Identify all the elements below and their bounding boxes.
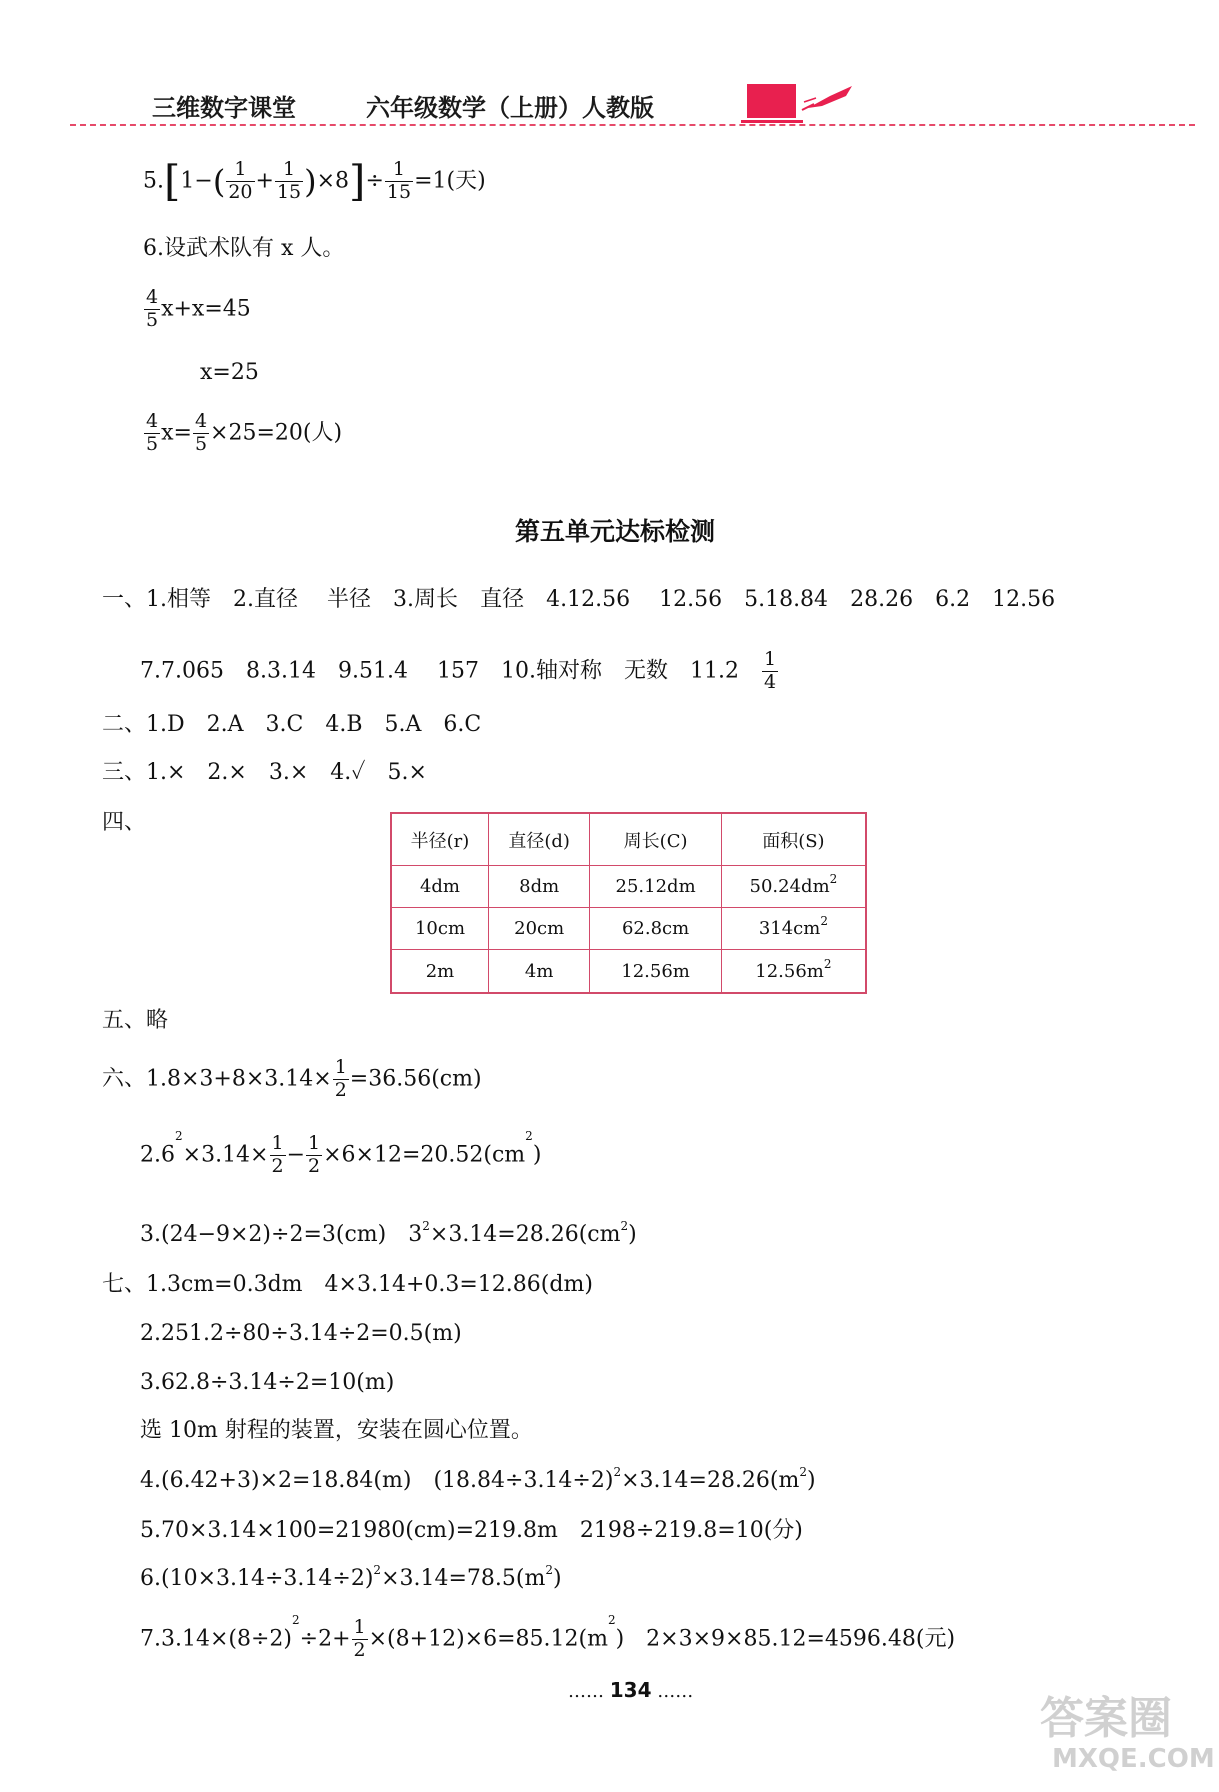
part7-q3: 3.62.8÷3.14÷2=10(m) xyxy=(140,1370,395,1395)
part6-q2: $2.6^2\times 3.14\times$ $\frac{1}{2}$ − $\frac{1}{2}$ $\times 6\times 12=20.52(cm^2)$ xyxy=(140,1129,542,1177)
part7-q6: $6.(10\times 3.14\div 3.14\div 2)^2\times 3.14=78.5(m^2)$ xyxy=(140,1563,562,1591)
table-cell: 12.56m xyxy=(590,950,721,993)
table-cell: 4m xyxy=(488,950,589,993)
header-book-title: 六年级数学（上册）人教版 xyxy=(366,94,654,122)
part7-q4: 4.(6.42+3)×2=18.84(m) $(18.84\div 3.14\div 2)^2\times 3.14=28.26(m^2)$ xyxy=(140,1465,816,1493)
table-header: 直径(d) xyxy=(488,813,589,866)
part7-q1: 七、1.3cm=0.3dm 4×3.14+0.3=12.86(dm) xyxy=(102,1272,593,1297)
part5-answer: 五、略 xyxy=(102,1008,169,1033)
table-header: 面积(S) xyxy=(721,813,866,866)
answer-6-eq2: x=25 xyxy=(200,360,259,385)
watermark-logo: 答案圈 xyxy=(1040,1693,1172,1744)
rocket-icon xyxy=(800,82,860,114)
part6-q1: 六、1.8×3+8×3.14× $\frac{1}{2}$ =36.56(cm) xyxy=(102,1056,482,1101)
table-cell: 62.8cm xyxy=(590,908,721,950)
answer-6-eq1: $\frac{4}{5}$ x+x=45 xyxy=(146,286,251,331)
part1-row1: 一、1.相等 2.直径 半径 3.周长 直径 4.12.56 12.56 5.18.84 28.26 6.2 12.56 xyxy=(102,587,1056,612)
header-book-base xyxy=(741,120,803,123)
circle-table xyxy=(390,812,867,994)
section-title: 第五单元达标检测 xyxy=(515,517,716,546)
table-row xyxy=(391,866,866,908)
table-cell: $314cm^2$ xyxy=(721,908,866,950)
answer-5-equation: 5.[1−( $\frac{1}{20}$ + $\frac{1}{15}$ )×8]÷ $\frac{1}{15}$ =1(天) xyxy=(143,156,486,206)
part1-row2: 7.7.065 8.3.14 9.51.4 157 10.轴对称 无数 11.2 $\frac{1}{4}$ xyxy=(140,648,777,693)
table-cell: 10cm xyxy=(391,908,488,950)
header-series: 三维数字课堂 xyxy=(152,94,296,122)
answer-6-title: 6.设武术队有 x 人。 xyxy=(143,236,345,261)
table-row xyxy=(391,950,866,993)
table-cell: 2m xyxy=(391,950,488,993)
header-book-icon xyxy=(747,84,796,118)
table-header: 周长(C) xyxy=(590,813,721,866)
table-cell: $50.24dm^2$ xyxy=(721,866,866,908)
watermark-url: MXQE.COM xyxy=(1052,1744,1215,1774)
table-header-row xyxy=(391,813,866,866)
header-divider xyxy=(70,124,1195,126)
part2-answers: 二、1.D 2.A 3.C 4.B 5.A 6.C xyxy=(102,712,482,737)
table-cell: 4dm xyxy=(391,866,488,908)
answer-6-eq3: $\frac{4}{5}$ x= $\frac{4}{5}$ ×25=20(人) xyxy=(146,410,343,455)
part6-q3: 3.(24−9×2)÷2=3(cm) $3^2\times 3.14=28.26(cm^2)$ xyxy=(140,1219,637,1247)
page-number-footer: …… 134 …… xyxy=(568,1678,694,1702)
table-cell: $12.56m^2$ xyxy=(721,950,866,993)
table-row xyxy=(391,908,866,950)
table-cell: 8dm xyxy=(488,866,589,908)
part7-q2: 2.251.2÷80÷3.14÷2=0.5(m) xyxy=(140,1321,462,1346)
part7-q5: 5.70×3.14×100=21980(cm)=219.8m 2198÷219.8=10(分) xyxy=(140,1518,803,1543)
part7-q7: $7.3.14\times(8\div 2)^2\div 2+$ $\frac{1}{2}$ $\times(8+12)\times 6=85.12(m^2)$ 2×3×9×85.12=4596.48(元) xyxy=(140,1613,956,1661)
part3-answers: 三、1.× 2.× 3.× 4.✓ 5.× xyxy=(102,760,427,785)
table-cell: 25.12dm xyxy=(590,866,721,908)
table-header: 半径(r) xyxy=(391,813,488,866)
part4-label: 四、 xyxy=(102,810,147,835)
part7-q3-conclusion: 选 10m 射程的装置，安装在圆心位置。 xyxy=(140,1418,533,1443)
table-cell: 20cm xyxy=(488,908,589,950)
